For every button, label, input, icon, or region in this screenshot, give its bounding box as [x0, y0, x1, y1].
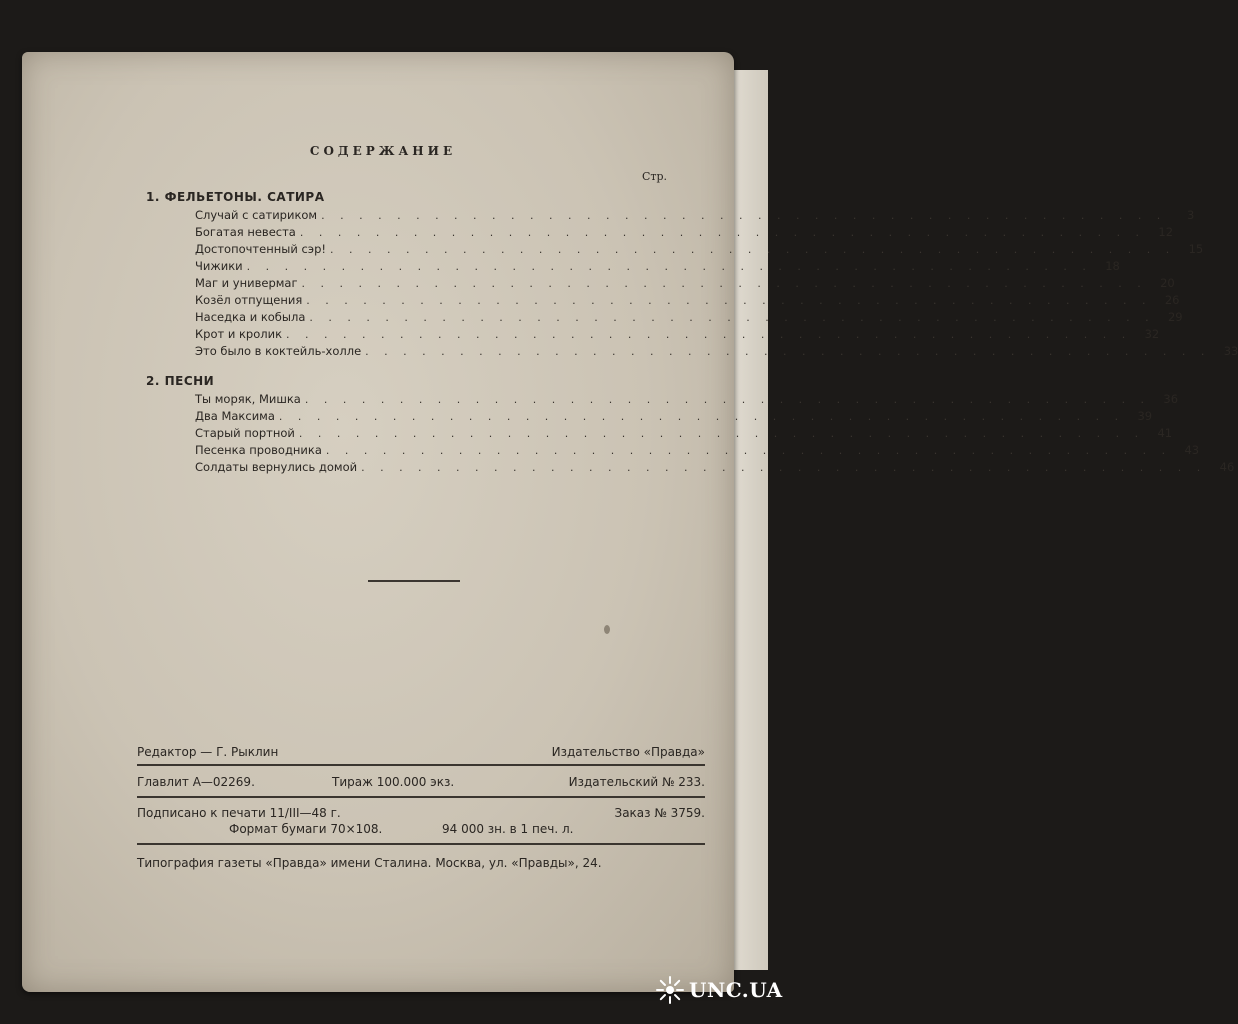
toc-entry-page: 43 — [1184, 443, 1200, 457]
imprint-row-format — [137, 821, 705, 837]
chars-text: 94 000 зн. в 1 печ. л. — [442, 822, 574, 836]
toc-leader-dots — [361, 343, 1210, 360]
toc-entry-title: Наседка и кобыла — [195, 310, 306, 324]
print-run-text: Тираж 100.000 экз. — [332, 775, 455, 789]
toc-entry-title: Крот и кролик — [195, 327, 283, 341]
toc-entry-page: 29 — [1167, 310, 1183, 324]
order-text: Заказ № 3759. — [614, 806, 705, 820]
toc-entry-title: Маг и универмаг — [195, 276, 298, 290]
toc-entry — [195, 459, 1235, 476]
toc-entry — [195, 391, 1179, 408]
toc-entry — [195, 442, 1200, 459]
toc-leader-dots — [305, 309, 1154, 326]
toc-entry-title: Старый портной — [195, 426, 295, 440]
toc-entry — [195, 241, 1204, 258]
toc-leader-dots — [302, 292, 1151, 309]
toc-entry — [195, 425, 1173, 442]
toc-leader-dots — [275, 408, 1124, 425]
imprint-row-printing — [137, 855, 705, 871]
toc-entry — [195, 207, 1195, 224]
paper-format-text: Формат бумаги 70×108. — [229, 822, 383, 836]
imprint-rule — [137, 843, 705, 845]
toc-entry-title: Два Максима — [195, 409, 275, 423]
toc-entry-title: Это было в коктейль-холле — [195, 344, 362, 358]
toc-entry-title: Козёл отпущения — [195, 293, 303, 307]
toc-leader-dots — [322, 442, 1171, 459]
toc-leader-dots — [317, 207, 1166, 224]
toc-entry-page: 12 — [1158, 225, 1174, 239]
toc-leader-dots — [282, 326, 1131, 343]
section-heading-satire: 1. ФЕЛЬЕТОНЫ. САТИРА — [146, 190, 325, 204]
toc-title: СОДЕРЖАНИЕ — [309, 144, 457, 158]
toc-entry-page: 20 — [1160, 276, 1175, 290]
toc-list-songs — [195, 391, 1235, 476]
toc-entry-title: Чижики — [195, 259, 243, 273]
toc-entry-title: Богатая невеста — [195, 225, 296, 239]
toc-entry-title: Солдаты вернулись домой — [195, 460, 358, 474]
imprint-row-signed — [137, 805, 705, 821]
toc-entry-title: Достопочтенный сэр! — [195, 242, 326, 256]
toc-entry-title: Случай с сатириком — [195, 208, 318, 222]
page-column-header: Стр. — [642, 170, 668, 183]
printing-house-text: Типография газеты «Правда» имени Сталина. Москва, ул. «Правды», 24. — [137, 856, 602, 870]
toc-entry-page: 46 — [1219, 460, 1235, 474]
toc-entry-page: 3 — [1186, 208, 1195, 222]
toc-entry — [195, 408, 1153, 425]
section-divider — [368, 580, 460, 582]
toc-entry-page: 36 — [1163, 392, 1179, 406]
watermark-text: UNC.UA — [689, 978, 783, 1002]
publisher-text: Издательство «Правда» — [551, 745, 705, 759]
imprint-rule — [137, 764, 705, 766]
toc-entry-page: 41 — [1157, 426, 1173, 440]
toc-entry-title: Ты моряк, Мишка — [195, 392, 301, 406]
paper-stain — [604, 625, 610, 634]
toc-leader-dots — [357, 459, 1206, 476]
toc-leader-dots — [295, 425, 1144, 442]
toc-entry-page: 18 — [1105, 259, 1120, 273]
toc-entry — [195, 326, 1160, 343]
toc-entry — [195, 258, 1120, 275]
toc-entry — [195, 224, 1174, 241]
editor-text: Редактор — Г. Рыклин — [137, 745, 279, 759]
toc-entry — [195, 275, 1175, 292]
toc-entry-page: 32 — [1144, 327, 1160, 341]
toc-entry-page: 33 — [1223, 344, 1238, 358]
toc-entry-page: 15 — [1188, 242, 1204, 256]
publisher-number-text: Издательский № 233. — [568, 775, 705, 789]
toc-leader-dots — [296, 224, 1145, 241]
toc-entry-title: Песенка проводника — [195, 443, 322, 457]
toc-entry — [195, 292, 1180, 309]
toc-leader-dots — [301, 391, 1150, 408]
toc-list-satire — [195, 207, 1238, 360]
imprint-rule — [137, 796, 705, 798]
toc-leader-dots — [243, 258, 1092, 275]
toc-leader-dots — [298, 275, 1147, 292]
glavlit-text: Главлит А—02269. — [137, 775, 255, 789]
toc-leader-dots — [326, 241, 1175, 258]
toc-entry-page: 26 — [1164, 293, 1180, 307]
sunburst-icon — [655, 975, 685, 1005]
imprint-row-editor — [137, 744, 705, 760]
watermark — [655, 966, 783, 1014]
toc-entry-page: 39 — [1137, 409, 1153, 423]
toc-entry — [195, 309, 1183, 326]
section-heading-songs: 2. ПЕСНИ — [146, 374, 215, 388]
signed-text: Подписано к печати 11/III—48 г. — [137, 806, 341, 820]
imprint-row-glavlit — [137, 774, 705, 790]
toc-entry — [195, 343, 1238, 360]
